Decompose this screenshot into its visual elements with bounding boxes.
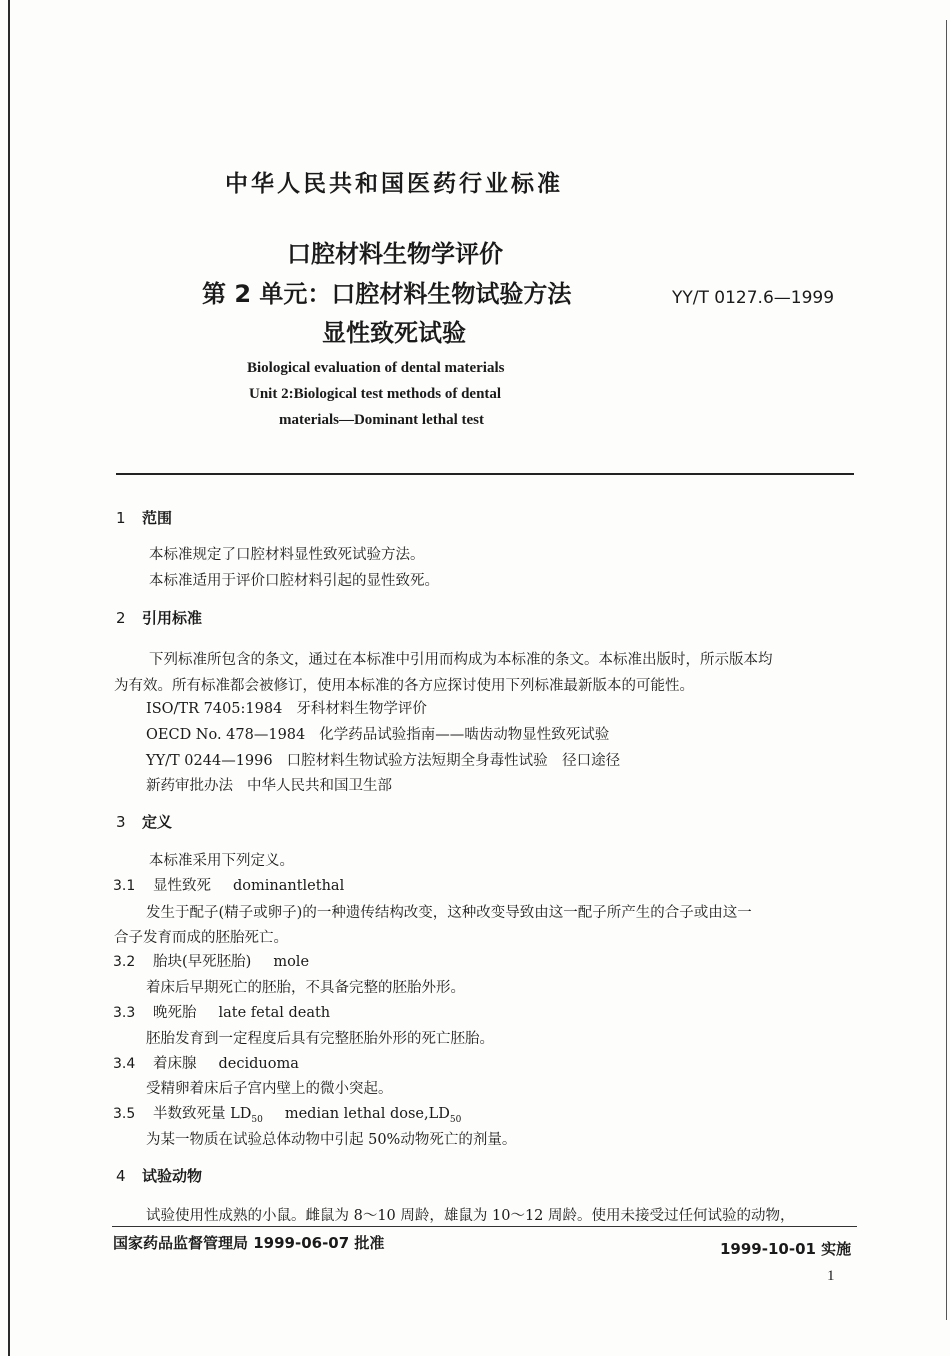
reference-code: YY/T 0244—1996 [146, 753, 273, 769]
section-3-intro: 本标准采用下列定义。 [149, 853, 294, 869]
header-rule [116, 473, 854, 475]
definition-3-4-text: 受精卵着床后子宫内壁上的微小突起。 [146, 1081, 393, 1097]
reference-item [146, 749, 620, 770]
definition-number: 3.2 [113, 954, 136, 970]
scan-edge-left [8, 0, 10, 1356]
section-1-paragraph-2: 本标准适用于评价口腔材料引起的显性致死。 [149, 573, 439, 589]
section-1-heading [116, 507, 172, 528]
definition-3-3 [113, 1001, 330, 1022]
definition-term: 晚死胎 [153, 1005, 197, 1021]
english-title-line-3: materials—Dominant lethal test [279, 412, 484, 428]
reference-code: ISO/TR 7405:1984 [146, 701, 283, 717]
footer-rule [112, 1226, 857, 1227]
reference-title: 牙科材料生物学评价 [296, 701, 427, 717]
definition-number: 3.5 [113, 1106, 136, 1122]
section-2-paragraph-line-2: 为有效。所有标准都会被修订，使用本标准的各方应探讨使用下列标准最新版本的可能性。 [114, 678, 694, 694]
definition-term: 着床腺 [153, 1056, 197, 1072]
subscript: 50 [449, 1114, 462, 1125]
definition-number: 3.1 [113, 878, 136, 894]
section-title: 定义 [142, 813, 173, 831]
definition-term-english: late fetal death [218, 1005, 331, 1021]
section-4-paragraph: 试验使用性成熟的小鼠。雌鼠为 8～10 周龄，雄鼠为 10～12 周龄。使用未接受过任何试验的动物， [146, 1208, 795, 1224]
definition-3-5-text: 为某一物质在试验总体动物中引起 50%动物死亡的剂量。 [146, 1132, 517, 1148]
section-title: 范围 [142, 509, 173, 527]
section-3-heading [116, 811, 172, 832]
reference-item [146, 723, 609, 744]
reference-item [146, 774, 392, 795]
reference-code: OECD No. 478—1984 [146, 727, 306, 743]
scan-edge-right [946, 20, 947, 1320]
section-title: 试验动物 [142, 1167, 203, 1185]
definition-3-1-text-line-1: 发生于配子(精子或卵子)的一种遗传结构改变，这种改变导致由这一配子所产生的合子或由这一 [146, 905, 752, 921]
page-number: 1 [827, 1268, 835, 1284]
standard-code: YY/T 0127.6—1999 [672, 288, 835, 308]
section-title: 引用标准 [142, 609, 203, 627]
reference-code: 新药审批办法 [146, 778, 233, 794]
definition-term: 显性致死 [153, 878, 211, 894]
subscript: 50 [251, 1114, 263, 1125]
definition-3-4 [113, 1052, 299, 1073]
title-line-1: 口腔材料生物学评价 [287, 240, 503, 268]
issuing-body-header: 中华人民共和国医药行业标准 [225, 171, 563, 197]
definition-term-english: mole [273, 954, 310, 970]
definition-3-2-text: 着床后早期死亡的胚胎，不具备完整的胚胎外形。 [146, 980, 465, 996]
definition-term-english: dominantlethal [233, 878, 345, 894]
definition-term-english: deciduoma [218, 1056, 299, 1072]
english-title-line-1: Biological evaluation of dental materials [247, 360, 505, 376]
effective-date: 1999-10-01 实施 [720, 1240, 852, 1258]
definition-3-5 [113, 1102, 461, 1125]
definition-3-1 [113, 874, 344, 895]
section-number: 2 [116, 609, 126, 627]
reference-item [146, 697, 427, 718]
definition-3-1-text-line-2: 合子发育而成的胚胎死亡。 [114, 930, 288, 946]
definition-number: 3.3 [113, 1005, 136, 1021]
definition-number: 3.4 [113, 1056, 136, 1072]
title-line-2: 第 2 单元：口腔材料生物试验方法 [202, 280, 572, 308]
section-2-paragraph-line-1: 下列标准所包含的条文，通过在本标准中引用而构成为本标准的条文。本标准出版时，所示版本均 [149, 652, 773, 668]
reference-title: 口腔材料生物试验方法短期全身毒性试验 径口途径 [286, 753, 621, 769]
reference-title: 中华人民共和国卫生部 [247, 778, 392, 794]
section-2-heading [116, 607, 202, 628]
section-1-paragraph-1: 本标准规定了口腔材料显性致死试验方法。 [149, 547, 425, 563]
english-title-line-2: Unit 2:Biological test methods of dental [249, 386, 502, 402]
reference-title: 化学药品试验指南——啮齿动物显性致死试验 [319, 727, 610, 743]
definition-term-english: median lethal dose,LD [284, 1106, 450, 1122]
definition-3-2 [113, 950, 309, 971]
section-number: 1 [116, 509, 126, 527]
definition-term: 半数致死量 LD [153, 1106, 252, 1122]
section-number: 4 [116, 1167, 126, 1185]
definition-3-3-text: 胚胎发育到一定程度后具有完整胚胎外形的死亡胚胎。 [146, 1031, 494, 1047]
section-number: 3 [116, 813, 126, 831]
title-line-3: 显性致死试验 [322, 319, 466, 347]
approval-statement: 国家药品监督管理局 1999-06-07 批准 [113, 1234, 385, 1252]
section-4-heading [116, 1165, 202, 1186]
definition-term: 胎块(早死胚胎) [153, 954, 252, 970]
